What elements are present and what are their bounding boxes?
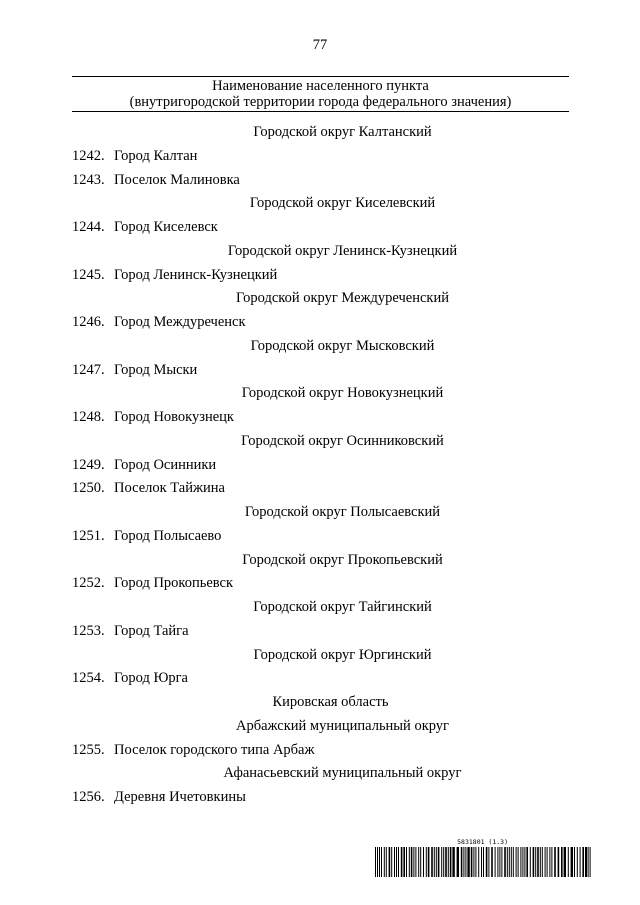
item-name: Поселок Тайжина	[114, 480, 225, 497]
item-name: Город Новокузнецк	[114, 409, 234, 425]
list-item	[72, 525, 569, 549]
item-number: 1247.	[72, 361, 105, 378]
region-heading: Кировская область	[272, 694, 389, 710]
item-name: Город Юрга	[114, 670, 188, 687]
settlement-list	[72, 121, 569, 810]
district-heading: Городской округ Новокузнецкий	[241, 385, 444, 402]
item-number: 1255.	[72, 741, 105, 758]
district-heading: Городской округ Полысаевский	[244, 504, 441, 520]
table-header-top-rule	[72, 76, 569, 77]
list-item	[72, 454, 569, 478]
item-number: 1242.	[72, 147, 105, 164]
item-number: 1243.	[72, 171, 105, 188]
list-item	[72, 477, 569, 501]
district-heading: Городской округ Калтанский	[253, 124, 432, 140]
item-name: Город Полысаево	[114, 527, 222, 544]
barcode-icon	[375, 847, 591, 877]
item-number: 1252.	[72, 575, 105, 592]
heading-line-2: (внутригородской территории города федерального значения)	[129, 94, 512, 110]
list-item	[72, 169, 569, 193]
item-name: Город Мыски	[114, 361, 198, 378]
item-number: 1256.	[72, 789, 105, 805]
list-item	[72, 667, 569, 691]
item-name: Поселок Малиновка	[114, 171, 240, 188]
list-item	[72, 572, 569, 596]
list-item	[72, 786, 569, 810]
district-heading: Городской округ Ленинск-Кузнецкий	[227, 242, 458, 259]
item-name: Город Междуреченск	[114, 314, 246, 330]
list-item	[72, 216, 569, 240]
item-name: Деревня Ичетовкины	[114, 789, 246, 805]
item-number: 1248.	[72, 409, 105, 425]
page-number: 77	[312, 37, 328, 53]
item-number: 1244.	[72, 219, 105, 235]
item-name: Поселок городского типа Арбаж	[114, 741, 315, 758]
item-number: 1254.	[72, 670, 105, 687]
list-item	[72, 264, 569, 288]
district-heading: Городской округ Прокопьевский	[242, 551, 443, 568]
item-number: 1250.	[72, 480, 105, 497]
item-name: Город Ленинск-Кузнецкий	[114, 266, 278, 283]
district-heading: Афанасьевский муниципальный округ	[223, 765, 462, 782]
table-header-bottom-rule	[72, 111, 569, 112]
item-number: 1246.	[72, 314, 105, 330]
district-heading: Городской округ Юргинский	[253, 646, 432, 663]
district-heading: Городской округ Осинниковский	[241, 432, 444, 449]
list-item	[72, 359, 569, 383]
item-name: Город Калтан	[114, 147, 198, 164]
heading-line-1: Наименование населенного пункта	[212, 78, 429, 94]
item-number: 1245.	[72, 266, 105, 283]
district-heading: Городской округ Мысковский	[250, 337, 435, 354]
item-name: Город Киселевск	[114, 219, 218, 235]
district-heading: Городской округ Киселевский	[249, 195, 436, 212]
list-item	[72, 145, 569, 169]
item-name: Город Осинники	[114, 456, 217, 473]
item-number: 1251.	[72, 527, 105, 544]
item-number: 1249.	[72, 456, 105, 473]
list-item	[72, 739, 569, 763]
barcode-code: 5831801 (1.3)	[457, 838, 508, 846]
district-heading: Городской округ Междуреченский	[236, 290, 449, 307]
district-heading: Городской округ Тайгинский	[253, 599, 432, 615]
district-heading: Арбажский муниципальный округ	[236, 717, 449, 734]
item-name: Город Тайга	[114, 622, 189, 639]
document-barcode	[375, 838, 591, 877]
list-item	[72, 406, 569, 430]
item-name: Город Прокопьевск	[114, 575, 234, 592]
table-column-heading	[72, 78, 569, 110]
item-number: 1253.	[72, 622, 105, 639]
list-item	[72, 311, 569, 335]
list-item	[72, 620, 569, 644]
